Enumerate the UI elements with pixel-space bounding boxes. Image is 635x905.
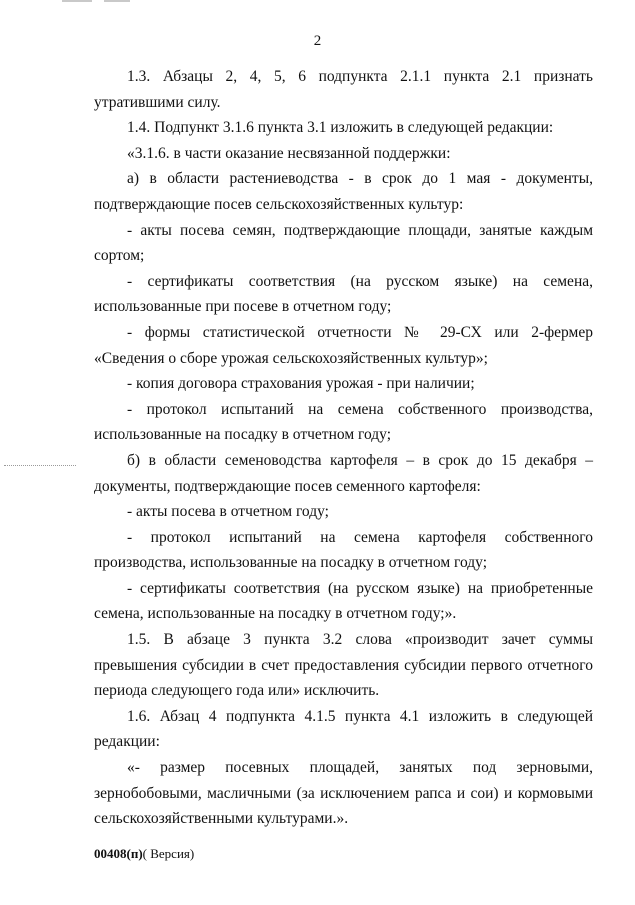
document-code: 00408(п) xyxy=(94,846,143,861)
list-item: - сертификаты соответствия (на русском языке) на приобретенные семена, использованные на посадку в отчетном году;». xyxy=(94,579,593,623)
document-body xyxy=(94,64,593,832)
list-item: - сертификаты соответствия (на русском языке) на семена, использованные при посеве в отчетном году; xyxy=(94,272,593,316)
list-item: - копия договора страхования урожая - при наличии; xyxy=(127,375,475,393)
footer xyxy=(94,846,194,862)
list-item: - протокол испытаний на семена собственного производства, использованные на посадку в отчетном году; xyxy=(94,400,593,444)
scan-edge-mark-right xyxy=(104,0,130,2)
list-item: - акты посева семян, подтверждающие площади, занятые каждым сортом; xyxy=(94,221,593,265)
paragraph-1-6: 1.6. Абзац 4 подпункта 4.1.5 пункта 4.1 изложить в следующей редакции: xyxy=(94,707,593,751)
paragraph-1-4: 1.4. Подпункт 3.1.6 пункта 3.1 изложить в следующей редакции: xyxy=(127,119,554,137)
paragraph-1-3: 1.3. Абзацы 2, 4, 5, 6 подпункта 2.1.1 пункта 2.1 признать утратившими силу. xyxy=(94,68,593,111)
paragraph-item-a: а) в области растениеводства - в срок до 1 мая - документы, подтверждающие посев сельскохозяйственных культур: xyxy=(94,170,593,213)
list-item: - акты посева в отчетном году; xyxy=(127,503,329,521)
page-number: 2 xyxy=(313,33,322,49)
list-item: - формы статистической отчетности № 29-СХ или 2-фермер «Сведения о сборе урожая сельскохозяйственных культур»; xyxy=(94,323,593,367)
paragraph-3-1-6: «3.1.6. в части оказание несвязанной поддержки: xyxy=(127,144,451,162)
margin-dot-line xyxy=(4,465,76,466)
paragraph-item-b: б) в области семеноводства картофеля – в срок до 15 декабря – документы, подтверждающие посев семенного картофеля: xyxy=(94,451,593,495)
paragraph-1-5: 1.5. В абзаце 3 пункта 3.2 слова «производит зачет суммы превышения субсидии в счет предоставления субсидии первого отчетного периода следующего года или» исключить. xyxy=(94,631,593,700)
document-version: ( Версия) xyxy=(142,846,195,861)
paragraph-quote: «- размер посевных площадей, занятых под зерновыми, зернобобовыми, масличными (за исключением рапса и сои) и кормовыми сельскохозяйственными культурами.». xyxy=(94,759,593,828)
scan-edge-mark-left xyxy=(62,0,92,2)
list-item: - протокол испытаний на семена картофеля собственного производства, использованные на посадку в отчетном году; xyxy=(94,528,593,572)
